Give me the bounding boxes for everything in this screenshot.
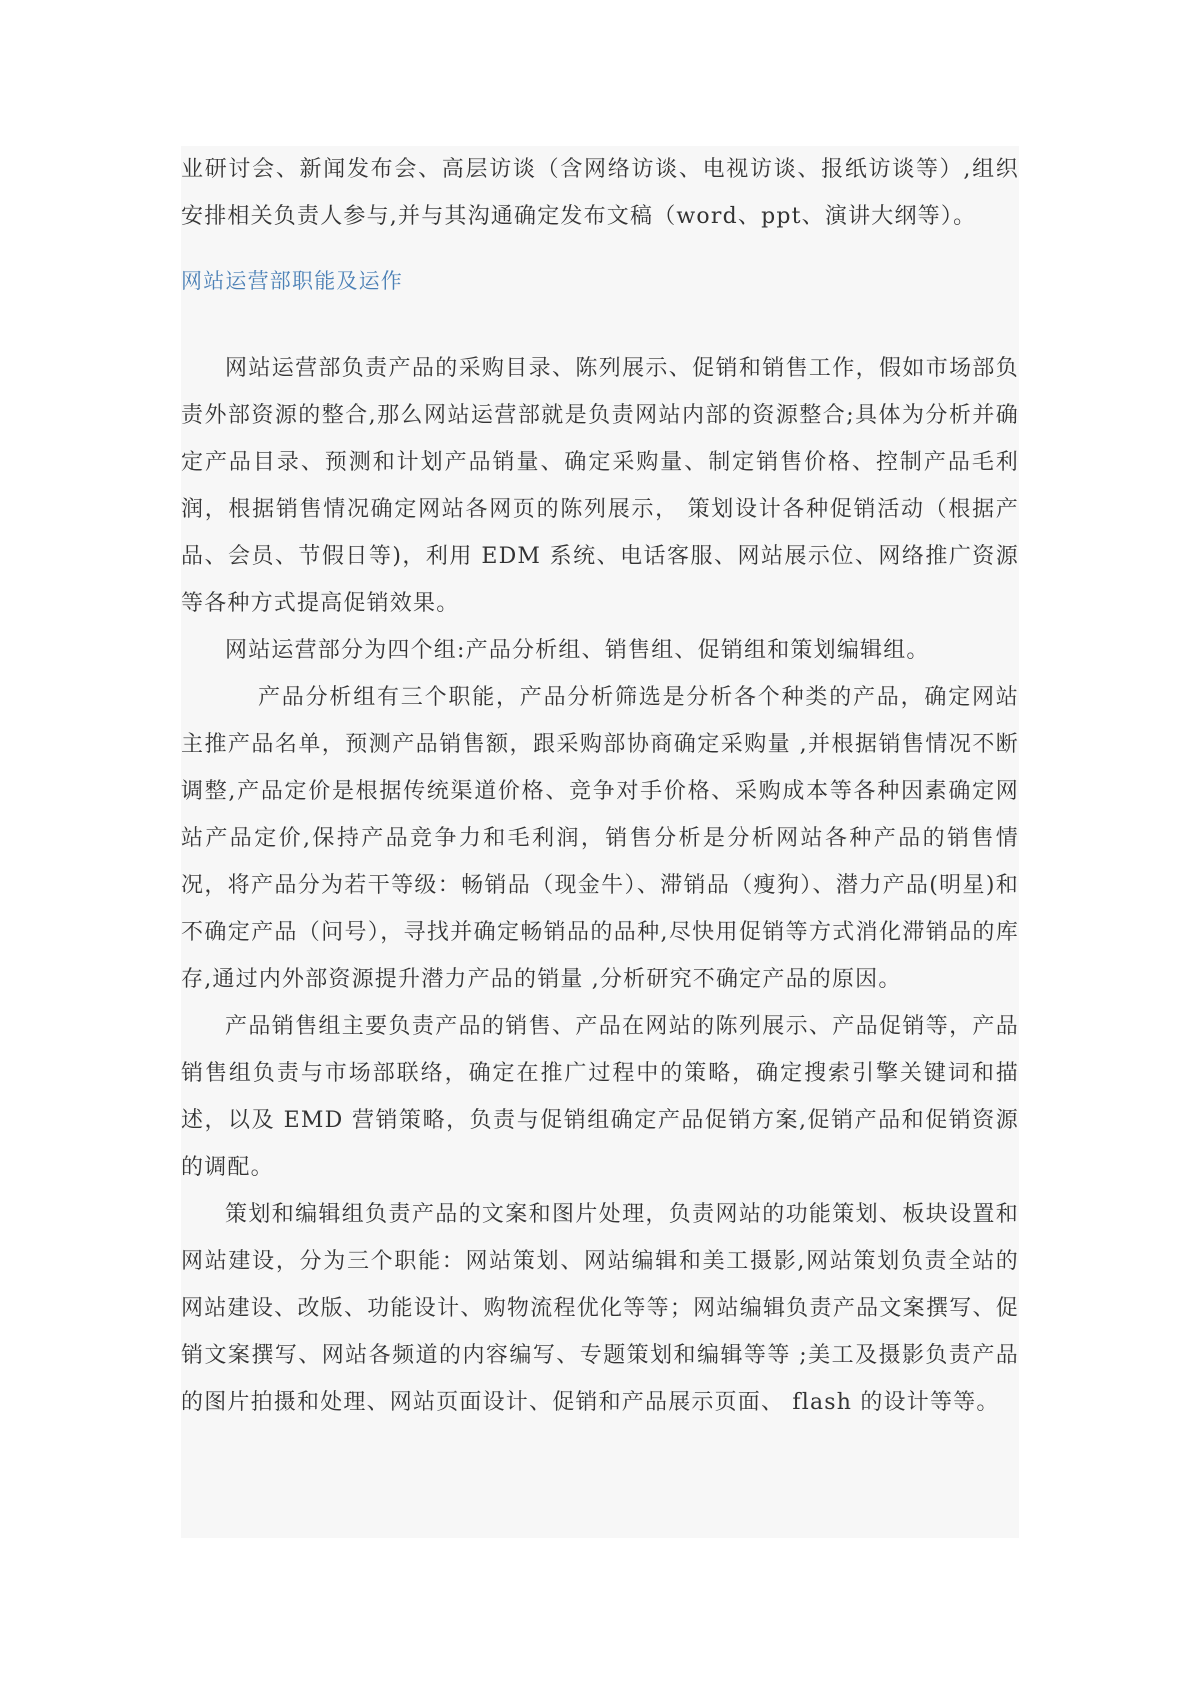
continuation-paragraph: 业研讨会、新闻发布会、高层访谈（含网络访谈、电视访谈、报纸访谈等）,组织安排相关负责人参与,并与其沟通确定发布文稿（word、ppt、演讲大纲等）。 (181, 157, 1019, 229)
document-body (181, 146, 1019, 1426)
section-heading: 网站运营部职能及运作 (181, 269, 403, 293)
paragraph-product-analysis: 产品分析组有三个职能，产品分析筛选是分析各个种类的产品，确定网站主推产品名单，预测产品销售额，跟采购部协商确定采购量 ,并根据销售情况不断调整,产品定价是根据传统渠道价格、竞争对手价格、采购成本等各种因素确定网站产品定价,保持产品竞争力和毛利润，销售分析是分析网站各种产品的销售情况，将产品分为若干等级：畅销品（现金牛）、滞销品（瘦狗）、潜力产品(明星)和不确定产品（问号），寻找并确定畅销品的品种,尽快用促销等方式消化滞销品的库存,通过内外部资源提升潜力产品的销量 ,分析研究不确定产品的原因。 (181, 685, 1019, 992)
paragraph-groups: 网站运营部分为四个组:产品分析组、销售组、促销组和策划编辑组。 (225, 638, 930, 663)
paragraph-planning-editing: 策划和编辑组负责产品的文案和图片处理，负责网站的功能策划、板块设置和网站建设，分为三个职能：网站策划、网站编辑和美工摄影,网站策划负责全站的网站建设、改版、功能设计、购物流程优化等等；网站编辑负责产品文案撰写、促销文案撰写、网站各频道的内容编写、专题策划和编辑等等 ;美工及摄影负责产品的图片拍摄和处理、网站页面设计、促销和产品展示页面、 flash 的设计等等。 (181, 1202, 1019, 1415)
paragraph-overview: 网站运营部负责产品的采购目录、陈列展示、促销和销售工作，假如市场部负责外部资源的整合,那么网站运营部就是负责网站内部的资源整合;具体为分析并确定产品目录、预测和计划产品销量、确定采购量、制定销售价格、控制产品毛利润，根据销售情况确定网站各网页的陈列展示， 策划设计各种促销活动（根据产品、会员、节假日等)，利用 EDM 系统、电话客服、网站展示位、网络推广资源等各种方式提高促销效果。 (181, 356, 1019, 616)
paragraph-sales-group: 产品销售组主要负责产品的销售、产品在网站的陈列展示、产品促销等，产品销售组负责与市场部联络，确定在推广过程中的策略，确定搜索引擎关键词和描述，以及 EMD 营销策略，负责与促销组确定产品促销方案,促销产品和促销资源的调配。 (181, 1014, 1019, 1180)
